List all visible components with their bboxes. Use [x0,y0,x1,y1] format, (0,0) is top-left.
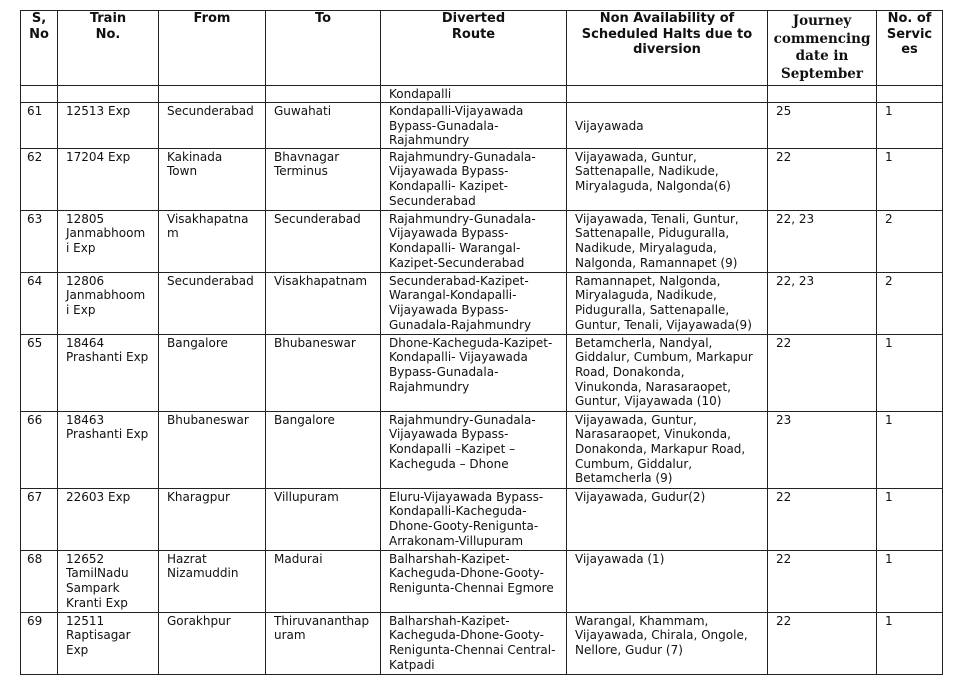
header-diverted-route: Diverted Route [381,11,567,86]
cell-services: 1 [877,103,943,149]
cell-date: 25 [768,103,877,149]
header-sno: S, No [21,11,58,86]
cell-train: 12652 TamilNadu Sampark Kranti Exp [58,550,159,612]
cell-route: Secunderabad-Kazipet- Warangal-Kondapalli- Vijayawada Bypass- Gunadala-Rajahmundry [381,272,567,334]
cell-from: Bangalore [159,334,266,411]
cell-route: Balharshah-Kazipet- Kacheguda-Dhone-Gooty- Renigunta-Chennai Egmore [381,550,567,612]
cell-sno: 63 [21,210,58,272]
cell-services: 1 [877,612,943,674]
cell-train [58,86,159,103]
header-to: To [266,11,381,86]
cell-halts: Betamcherla, Nandyal, Giddalur, Cumbum, Markapur Road, Donakonda, Vinukonda, Narasaraopet, Guntur, Vijayawada (10) [567,334,768,411]
cell-services [877,86,943,103]
table-row [21,210,943,272]
cell-sno [21,86,58,103]
cell-sno: 62 [21,148,58,210]
cell-from [159,86,266,103]
table-row [21,103,943,149]
header-train-no: Train No. [58,11,159,86]
cell-to: Secunderabad [266,210,381,272]
cell-halts: Vijayawada, Gudur(2) [567,488,768,550]
cell-from: Kharagpur [159,488,266,550]
cell-train: 18464 Prashanti Exp [58,334,159,411]
cell-route: Balharshah-Kazipet- Kacheguda-Dhone-Gooty- Renigunta-Chennai Central- Katpadi [381,612,567,674]
cell-date: 22, 23 [768,210,877,272]
header-from: From [159,11,266,86]
cell-halts: Vijayawada [567,103,768,149]
diversion-table [20,10,943,675]
table-body [21,86,943,675]
cell-from: Gorakhpur [159,612,266,674]
cell-services: 1 [877,488,943,550]
cell-date: 23 [768,411,877,488]
cell-route: Kondapalli-Vijayawada Bypass-Gunadala- Rajahmundry [381,103,567,149]
cell-sno: 64 [21,272,58,334]
cell-sno: 67 [21,488,58,550]
cell-from: Visakhapatna m [159,210,266,272]
cell-to: Visakhapatnam [266,272,381,334]
cell-sno: 61 [21,103,58,149]
cell-services: 2 [877,272,943,334]
cell-from: Secunderabad [159,272,266,334]
cell-halts: Ramannapet, Nalgonda, Miryalaguda, Nadikude, Piduguralla, Sattenapalle, Guntur, Tenali, Vijayawada(9) [567,272,768,334]
cell-date: 22 [768,550,877,612]
table-row [21,612,943,674]
cell-services: 1 [877,411,943,488]
continuation-row [21,86,943,103]
header-journey-date: Journey commencing date in September [768,11,877,86]
cell-sno: 69 [21,612,58,674]
cell-train: 12805 Janmabhoom i Exp [58,210,159,272]
header-non-availability: Non Availability of Scheduled Halts due to diversion [567,11,768,86]
cell-to [266,86,381,103]
cell-date: 22, 23 [768,272,877,334]
header-row [21,11,943,86]
cell-from: Secunderabad [159,103,266,149]
cell-halts: Vijayawada, Guntur, Narasaraopet, Vinukonda, Donakonda, Markapur Road, Cumbum, Giddalur, Betamcherla (9) [567,411,768,488]
table-row [21,272,943,334]
cell-halts: Vijayawada, Tenali, Guntur, Sattenapalle, Piduguralla, Nadikude, Miryalaguda, Nalgonda, Ramannapet (9) [567,210,768,272]
table-row [21,148,943,210]
cell-route: Dhone-Kacheguda-Kazipet- Kondapalli- Vijayawada Bypass-Gunadala- Rajahmundry [381,334,567,411]
cell-services: 1 [877,148,943,210]
table-row [21,488,943,550]
cell-date: 22 [768,612,877,674]
cell-from: Bhubaneswar [159,411,266,488]
cell-train: 17204 Exp [58,148,159,210]
cell-train: 12513 Exp [58,103,159,149]
cell-sno: 68 [21,550,58,612]
cell-to: Villupuram [266,488,381,550]
table-row [21,550,943,612]
cell-from: Kakinada Town [159,148,266,210]
table-row [21,334,943,411]
cell-from: Hazrat Nizamuddin [159,550,266,612]
table-row [21,411,943,488]
cell-to: Guwahati [266,103,381,149]
cell-halts: Vijayawada (1) [567,550,768,612]
cell-to: Bangalore [266,411,381,488]
cell-train: 12511 Raptisagar Exp [58,612,159,674]
cell-halts: Vijayawada, Guntur, Sattenapalle, Nadikude, Miryalaguda, Nalgonda(6) [567,148,768,210]
cell-route: Rajahmundry-Gunadala- Vijayawada Bypass- Kondapalli- Warangal- Kazipet-Secunderabad [381,210,567,272]
cell-route: Rajahmundry-Gunadala- Vijayawada Bypass- Kondapalli –Kazipet – Kacheguda – Dhone [381,411,567,488]
cell-date [768,86,877,103]
cell-services: 1 [877,334,943,411]
cell-sno: 65 [21,334,58,411]
cell-date: 22 [768,148,877,210]
cell-train: 12806 Janmabhoom i Exp [58,272,159,334]
cell-to: Bhubaneswar [266,334,381,411]
cell-to: Madurai [266,550,381,612]
cell-date: 22 [768,334,877,411]
cell-train: 22603 Exp [58,488,159,550]
header-services: No. of Servic es [877,11,943,86]
cell-train: 18463 Prashanti Exp [58,411,159,488]
cell-sno: 66 [21,411,58,488]
cell-services: 1 [877,550,943,612]
cell-route: Rajahmundry-Gunadala- Vijayawada Bypass- Kondapalli- Kazipet- Secunderabad [381,148,567,210]
cell-services: 2 [877,210,943,272]
cell-route: Kondapalli [381,86,567,103]
cell-to: Thiruvananthap uram [266,612,381,674]
cell-date: 22 [768,488,877,550]
cell-route: Eluru-Vijayawada Bypass- Kondapalli-Kacheguda- Dhone-Gooty-Renigunta- Arrakonam-Villupuram [381,488,567,550]
cell-halts: Warangal, Khammam, Vijayawada, Chirala, Ongole, Nellore, Gudur (7) [567,612,768,674]
cell-halts [567,86,768,103]
cell-to: Bhavnagar Terminus [266,148,381,210]
